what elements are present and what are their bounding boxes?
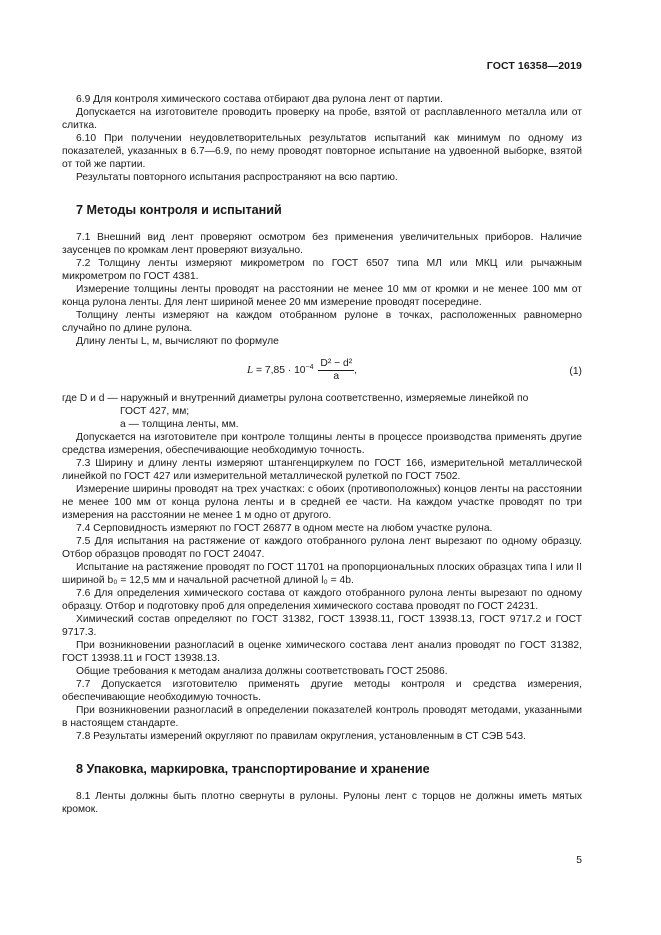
document-header: ГОСТ 16358—2019 [486, 60, 582, 72]
clause-7-6-general: Общие требования к методам анализа должны соответствовать ГОСТ 25086. [76, 666, 448, 677]
clause-7-4: 7.4 Серповидность измеряют по ГОСТ 26877 в одном месте на любом участке рулона. [76, 523, 493, 534]
formula-denominator: a [333, 371, 340, 382]
formula-fraction [318, 358, 354, 383]
clause-7-7-disputes: При возникновении разногласий в определении показателей контроль проводят методами, указанными в настоящем стандарте. [62, 705, 582, 729]
formula-coefficient: = 7,85 · 10 [256, 365, 306, 377]
section-7-heading: 7 Методы контроля и испытаний [76, 203, 282, 217]
clause-8-1: 8.1 Ленты должны быть плотно свернуты в рулоны. Рулоны лент с торцов не должны иметь мятых кромок. [62, 791, 582, 815]
formula-number: (1) [569, 366, 582, 377]
formula-tail: , [354, 365, 358, 377]
clause-7-6-disputes: При возникновении разногласий в оценке химического состава лент анализ проводят по ГОСТ 31382, ГОСТ 13938.11 и ГОСТ 13938.13. [62, 640, 582, 664]
formula-where-diameters: где D и d — наружный и внутренний диаметры рулона соответственно, измеряемые линейкой по [62, 393, 529, 404]
formula-where-thickness: a — толщина ленты, мм. [120, 419, 239, 430]
clause-7-5-tensile: Испытание на растяжение проводят по ГОСТ 11701 на пропорциональных плоских образцах типа I или II шириной b₀ = 12,5 мм и начальной расчетной длиной l₀ = 4b. [62, 562, 582, 586]
formula-where-diameters-cont: ГОСТ 427, мм; [120, 406, 190, 417]
clause-7-2-measure: Измерение толщины ленты проводят на расстоянии не менее 10 мм от кромки и не менее 100 мм от конца рулона ленты. Для лент шириной менее 20 мм измерение проводят посередине. [62, 284, 582, 308]
clause-7-7: 7.7 Допускается изготовителю применять другие методы контроля и средства измерения, обеспечивающие необходимую точность. [62, 679, 582, 703]
clause-7-3-width: Измерение ширины проводят на трех участках: с обоих (противоположных) концов ленты на расстоянии не менее 100 мм от конца рулона ленты и в средней ее части. На каждом участке проводят по три измерения на расстоянии не менее 1 м одно от другого. [62, 484, 582, 521]
formula-lhs: L [247, 364, 254, 377]
clause-7-2-alt-means: Допускается на изготовителе при контроле толщины ленты в процессе производства применять другие средства измерения, обеспечивающие необходимую точность. [62, 432, 582, 456]
clause-6-9-note: Допускается на изготовителе проводить проверку на пробе, взятой от расплавленного металла или от слитка. [62, 107, 582, 131]
clause-7-2: 7.2 Толщину ленты измеряют микрометром по ГОСТ 6507 типа МЛ или МКЦ или рычажным микрометром по ГОСТ 4381. [62, 258, 582, 282]
clause-6-10: 6.10 При получении неудовлетворительных результатов испытаний как минимум по одному из показателей, указанных в 6.7—6.9, по нему проводят повторное испытание на удвоенной выборке, взятой от той же партии. [62, 133, 582, 170]
clause-7-2-points: Толщину ленты измеряют на каждом отобранном рулоне в точках, расположенных равномерно случайно по длине рулона. [62, 310, 582, 334]
section-8-heading: 8 Упаковка, маркировка, транспортирование и хранение [76, 762, 430, 776]
clause-6-9: 6.9 Для контроля химического состава отбирают два рулона лент от партии. [76, 94, 443, 105]
formula-1 [62, 356, 582, 386]
clause-7-1: 7.1 Внешний вид лент проверяют осмотром без применения увеличительных приборов. Наличие заусенцев по кромкам лент проверяют визуально. [62, 232, 582, 256]
formula-body [247, 358, 357, 383]
document-body [62, 93, 582, 816]
clause-7-6: 7.6 Для определения химического состава от каждого отобранного рулона ленты вырезают по одному образцу. Отбор и подготовку проб для определения химического состава проводят по ГОСТ 24231. [62, 588, 582, 612]
clause-6-10-note: Результаты повторного испытания распространяют на всю партию. [76, 172, 398, 183]
clause-7-8: 7.8 Результаты измерений округляют по правилам округления, установленным в СТ СЭВ 543. [76, 731, 526, 742]
formula-exponent: −4 [305, 363, 314, 371]
clause-7-6-methods: Химический состав определяют по ГОСТ 31382, ГОСТ 13938.11, ГОСТ 13938.13, ГОСТ 9717.2 и ГОСТ 9717.3. [62, 614, 582, 638]
formula-numerator: D² − d² [320, 358, 353, 369]
clause-7-3: 7.3 Ширину и длину ленты измеряют штангенциркулем по ГОСТ 166, измерительной металлической линейкой по ГОСТ 427 или измерительной металлической рулеткой по ГОСТ 7502. [62, 458, 582, 482]
clause-7-5: 7.5 Для испытания на растяжение от каждого отобранного рулона лент вырезают по одному образцу. Отбор образцов проводят по ГОСТ 24047. [62, 536, 582, 560]
clause-7-2-length-intro: Длину ленты L, м, вычисляют по формуле [76, 336, 279, 347]
page-number: 5 [576, 855, 582, 866]
